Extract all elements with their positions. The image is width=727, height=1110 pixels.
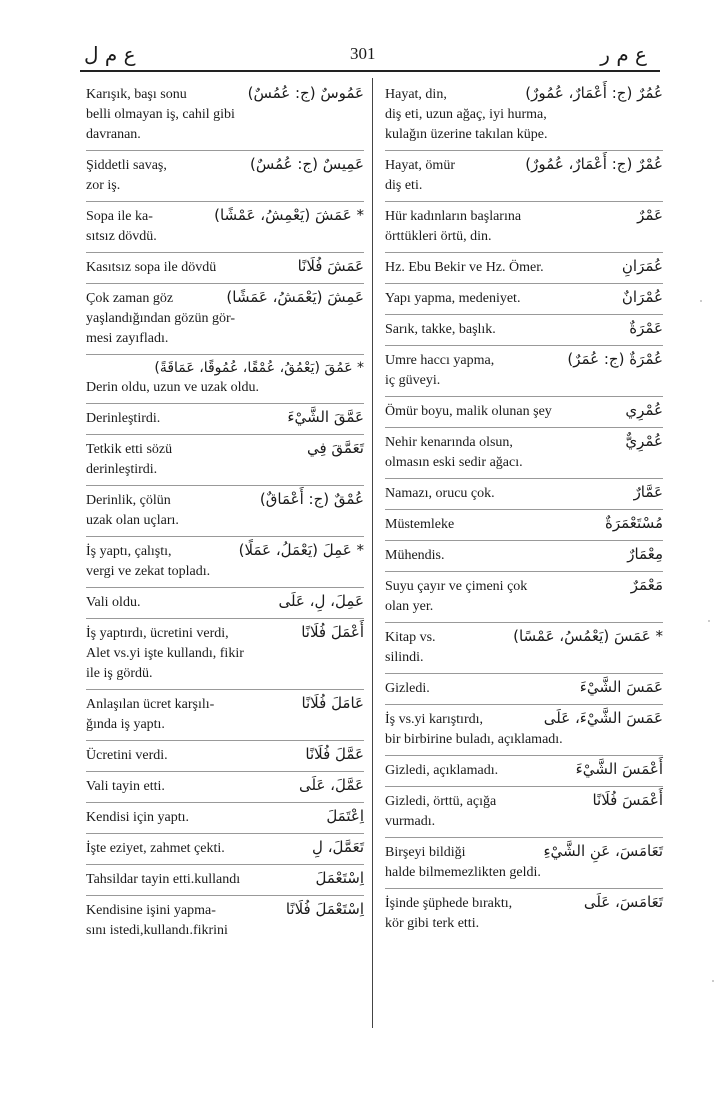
entry-definition-continued: olan yer. bbox=[385, 599, 434, 614]
entry-definition: Kendisine işini yapma- bbox=[86, 903, 216, 918]
entry-first-line bbox=[385, 575, 663, 597]
dictionary-entry bbox=[385, 705, 663, 756]
header-left-letters: ع م ل bbox=[84, 42, 136, 66]
entry-definition: Yapı yapma, medeniyet. bbox=[385, 291, 521, 306]
entry-definition: Ömür boyu, malik olunan şey bbox=[385, 404, 552, 419]
entry-definition-continued: ile iş gördü. bbox=[86, 666, 153, 681]
entry-arabic-headword: عَمَّقَ الشَّيْءَ bbox=[287, 408, 364, 426]
entry-first-line bbox=[86, 868, 364, 890]
column-divider bbox=[372, 78, 373, 1028]
entry-definition-continued: diş eti, uzun ağaç, iyi hurma, bbox=[385, 107, 547, 122]
entry-definition: İş yaptı, çalıştı, bbox=[86, 544, 172, 559]
entry-first-line bbox=[385, 892, 663, 914]
entry-definition-continued: bir birbirine buladı, açıklamadı. bbox=[385, 732, 563, 747]
dictionary-entry bbox=[385, 838, 663, 889]
entry-arabic-headword: * عَمَشَ (يَعْمِشُ، عَمْشًا) bbox=[214, 206, 364, 224]
entry-definition: Sopa ile ka- bbox=[86, 209, 153, 224]
entry-arabic-headword: عُمْرَةٌ (ج: عُمَرٌ) bbox=[567, 350, 663, 368]
left-column bbox=[86, 80, 364, 946]
dictionary-entry bbox=[86, 741, 364, 772]
entry-definition: Vali oldu. bbox=[86, 595, 141, 610]
dictionary-entry bbox=[385, 623, 663, 674]
header-rule bbox=[80, 70, 660, 72]
entry-first-line bbox=[385, 318, 663, 340]
dictionary-entry bbox=[385, 572, 663, 623]
entry-definition-continued: zor iş. bbox=[86, 178, 121, 193]
entry-arabic-headword: عَمُوسٌ (ج: عُمُسٌ) bbox=[247, 84, 364, 102]
dictionary-entry bbox=[86, 435, 364, 486]
dictionary-entry bbox=[86, 486, 364, 537]
entry-first-line bbox=[86, 154, 364, 176]
dictionary-entry bbox=[385, 315, 663, 346]
entry-first-line bbox=[86, 899, 364, 921]
entry-definition-continued: ğında iş yaptı. bbox=[86, 717, 165, 732]
dictionary-entry bbox=[86, 619, 364, 690]
entry-definition: Vali tayin etti. bbox=[86, 779, 165, 794]
entry-definition: Kitap vs. bbox=[385, 630, 436, 645]
entry-definition-continued: yaşlandığından gözün gör- bbox=[86, 311, 236, 326]
dictionary-entry bbox=[86, 834, 364, 865]
entry-definition: İş yaptırdı, ücretini verdi, bbox=[86, 626, 229, 641]
entry-arabic-headword: عَمِشَ (يَعْمَشُ، عَمَشًا) bbox=[226, 288, 364, 306]
entry-definition-continued: örttükleri örtü, din. bbox=[385, 229, 492, 244]
entry-arabic-headword: تَعَامَسَ، عَنِ الشَّيْءِ bbox=[543, 842, 663, 860]
dictionary-entry bbox=[86, 896, 364, 946]
entry-first-line bbox=[385, 677, 663, 699]
entry-arabic-headword: عَمَسَ الشَّيْءَ، عَلَى bbox=[543, 709, 663, 727]
entry-first-line bbox=[385, 513, 663, 535]
entry-definition: Gizledi. bbox=[385, 681, 430, 696]
scan-speck bbox=[708, 620, 710, 622]
entry-arabic-headword: عُمُرٌ (ج: أَعْمَارٌ، عُمُورٌ) bbox=[525, 84, 663, 102]
entry-first-line bbox=[86, 407, 364, 429]
entry-definition: Umre haccı yapma, bbox=[385, 353, 495, 368]
dictionary-entry bbox=[86, 803, 364, 834]
dictionary-entry bbox=[385, 889, 663, 939]
entry-first-line bbox=[86, 622, 364, 644]
entry-first-line bbox=[86, 540, 364, 562]
entry-arabic-headword: عَمَّلَ فُلَانًا bbox=[305, 745, 364, 763]
entry-arabic-headword: اِسْتَعْمَلَ فُلَانًا bbox=[285, 900, 364, 918]
entry-arabic-headword: عَمْرٌ bbox=[637, 206, 663, 224]
entry-first-line bbox=[86, 489, 364, 511]
dictionary-entry bbox=[86, 690, 364, 741]
entry-definition-continued: vurmadı. bbox=[385, 814, 436, 829]
entry-definition: Kasıtsız sopa ile dövdü bbox=[86, 260, 217, 275]
dictionary-entry bbox=[385, 397, 663, 428]
dictionary-entry bbox=[86, 253, 364, 284]
dictionary-entry bbox=[385, 541, 663, 572]
entry-definition: Anlaşılan ücret karşılı- bbox=[86, 697, 215, 712]
entry-arabic-headword: اِسْتَعْمَلَ bbox=[315, 869, 364, 887]
entry-first-line bbox=[86, 438, 364, 460]
entry-first-line bbox=[86, 806, 364, 828]
dictionary-entry bbox=[385, 346, 663, 397]
entry-definition-continued: davranan. bbox=[86, 127, 141, 142]
entry-definition: Ücretini verdi. bbox=[86, 748, 168, 763]
entry-arabic-headword: مِعْمَارٌ bbox=[627, 545, 663, 563]
entry-arabic-headword: عَمْرَةٌ bbox=[629, 319, 663, 337]
dictionary-entry bbox=[385, 284, 663, 315]
entry-arabic-headword: عَمَسَ الشَّيْءَ bbox=[579, 678, 663, 696]
entry-arabic-headword: عَمِلَ، لِ، عَلَى bbox=[278, 592, 364, 610]
dictionary-entry bbox=[86, 772, 364, 803]
header-right-letters: ع م ر bbox=[600, 42, 647, 66]
right-column bbox=[385, 80, 663, 939]
entry-first-line bbox=[385, 482, 663, 504]
dictionary-entry bbox=[385, 787, 663, 838]
entry-first-line bbox=[385, 431, 663, 453]
entry-definition-continued: vergi ve zekat topladı. bbox=[86, 564, 211, 579]
dictionary-entry bbox=[86, 588, 364, 619]
dictionary-entry bbox=[385, 756, 663, 787]
dictionary-entry bbox=[86, 202, 364, 253]
entry-arabic-headword: عَمَّلَ، عَلَى bbox=[298, 776, 364, 794]
entry-first-line bbox=[86, 256, 364, 278]
entry-first-line bbox=[385, 544, 663, 566]
entry-arabic-headword: اِعْتَمَلَ bbox=[326, 807, 364, 825]
entry-definition-continued: derinleştirdi. bbox=[86, 462, 158, 477]
entry-first-line bbox=[385, 83, 663, 105]
entry-arabic-headword: * عَمُقَ (يَعْمُقُ، عُمْقًا، عُمُوقًا، عَمَاقَةً) bbox=[154, 360, 364, 376]
entry-first-line bbox=[385, 154, 663, 176]
entry-arabic-headword: أَعْمَسَ فُلَانًا bbox=[592, 791, 663, 809]
entry-definition-continued: diş eti. bbox=[385, 178, 423, 193]
entry-arabic-headword: عُمْقٌ (ج: أَعْمَاقٌ) bbox=[259, 490, 364, 508]
entry-first-line bbox=[385, 708, 663, 730]
entry-arabic-headword: عُمْرِي bbox=[625, 401, 663, 419]
entry-first-line bbox=[86, 693, 364, 715]
entry-arabic-headword: أَعْمَلَ فُلَانًا bbox=[301, 623, 364, 641]
dictionary-entry bbox=[86, 355, 364, 404]
entry-definition: Hür kadınların başlarına bbox=[385, 209, 522, 224]
entry-first-line bbox=[385, 841, 663, 863]
entry-arabic-headword: عُمْرَانٌ bbox=[621, 288, 663, 306]
entry-definition: Çok zaman göz bbox=[86, 291, 174, 306]
entry-arabic-headword: أَعْمَسَ الشَّيْءَ bbox=[575, 760, 663, 778]
scan-speck bbox=[700, 300, 702, 302]
dictionary-entry bbox=[385, 428, 663, 479]
entry-first-line bbox=[86, 83, 364, 105]
entry-first-line bbox=[86, 205, 364, 227]
entry-definition: Kendisi için yaptı. bbox=[86, 810, 190, 825]
entry-first-line bbox=[385, 400, 663, 422]
entry-arabic-headword: تَعَمَّقَ فِي bbox=[306, 439, 364, 457]
entry-definition: Nehir kenarında olsun, bbox=[385, 435, 513, 450]
dictionary-entry bbox=[86, 284, 364, 355]
entry-arabic-headword: مُسْتَعْمَرَةٌ bbox=[605, 514, 663, 532]
entry-definition: Gizledi, örttü, açığa bbox=[385, 794, 497, 809]
entry-arabic-headword: عُمْرٌ (ج: أَعْمَارٌ، عُمُورٌ) bbox=[525, 155, 663, 173]
entry-arabic-headword: * عَمِلَ (يَعْمَلُ، عَمَلًا) bbox=[238, 541, 364, 559]
entry-first-line bbox=[86, 591, 364, 613]
dictionary-entry bbox=[86, 537, 364, 588]
page-number: 301 bbox=[350, 44, 376, 63]
entry-definition: Hayat, din, bbox=[385, 87, 447, 102]
entry-first-line bbox=[385, 287, 663, 309]
entry-definition-continued: mesi zayıfladı. bbox=[86, 331, 169, 346]
entry-arabic-headword: عُمْرِيٌّ bbox=[625, 432, 663, 450]
dictionary-entry bbox=[86, 80, 364, 151]
entry-definition-continued: belli olmayan iş, cahil gibi bbox=[86, 107, 235, 122]
dictionary-entry bbox=[385, 479, 663, 510]
entry-first-line bbox=[385, 626, 663, 648]
dictionary-entry bbox=[86, 865, 364, 896]
entry-definition-continued: olmasın eski sedir ağacı. bbox=[385, 455, 523, 470]
entry-definition-continued: sını istedi,kullandı.fikrini bbox=[86, 923, 228, 938]
entry-first-line bbox=[86, 775, 364, 797]
entry-first-line bbox=[385, 349, 663, 371]
entry-definition: Hz. Ebu Bekir ve Hz. Ömer. bbox=[385, 260, 544, 275]
dictionary-entry bbox=[86, 151, 364, 202]
scan-speck bbox=[712, 980, 714, 982]
entry-definition: Tetkik etti sözü bbox=[86, 442, 173, 457]
entry-definition: Derinlik, çölün bbox=[86, 493, 171, 508]
dictionary-entry bbox=[385, 510, 663, 541]
entry-definition-continued: silindi. bbox=[385, 650, 424, 665]
entry-first-line bbox=[385, 205, 663, 227]
dictionary-entry bbox=[385, 151, 663, 202]
entry-arabic-headword: تَعَامَسَ، عَلَى bbox=[583, 893, 663, 911]
entry-first-line bbox=[385, 256, 663, 278]
entry-first-line bbox=[86, 744, 364, 766]
entry-first-line bbox=[385, 790, 663, 812]
entry-first-line bbox=[86, 287, 364, 309]
entry-arabic-headword: عَمَّارٌ bbox=[633, 483, 663, 501]
entry-definition: İş vs.yi karıştırdı, bbox=[385, 712, 483, 727]
entry-definition: Namazı, orucu çok. bbox=[385, 486, 495, 501]
entry-definition-continued: Alet vs.yi işte kullandı, fikir bbox=[86, 646, 244, 661]
entry-definition: Birşeyi bildiği bbox=[385, 845, 466, 860]
entry-definition-continued: iç güveyi. bbox=[385, 373, 441, 388]
entry-definition: İşte eziyet, zahmet çekti. bbox=[86, 841, 225, 856]
dictionary-entry bbox=[385, 202, 663, 253]
entry-arabic-headword: تَعَمَّلَ، لِ bbox=[312, 838, 364, 856]
entry-arabic-headword: عُمَرَانِ bbox=[621, 257, 663, 275]
entry-definition-continued: kulağın üzerine takılan küpe. bbox=[385, 127, 548, 142]
entry-definition: Suyu çayır ve çimeni çok bbox=[385, 579, 528, 594]
entry-arabic-headword: عَمِيسٌ (ج: عُمُسٌ) bbox=[250, 155, 364, 173]
entry-arabic-headword: مَعْمَرٌ bbox=[630, 576, 663, 594]
entry-definition: Mühendis. bbox=[385, 548, 445, 563]
dictionary-entry bbox=[385, 80, 663, 151]
entry-definition: Karışık, başı sonu bbox=[86, 87, 187, 102]
entry-definition-continued: sıtsız dövdü. bbox=[86, 229, 157, 244]
entry-definition: Şiddetli savaş, bbox=[86, 158, 167, 173]
entry-first-line bbox=[385, 759, 663, 781]
entry-definition-continued: uzak olan uçları. bbox=[86, 513, 179, 528]
entry-definition: Derinleştirdi. bbox=[86, 411, 161, 426]
entry-definition-continued: halde bilmemezlikten geldi. bbox=[385, 865, 541, 880]
entry-definition: Hayat, ömür bbox=[385, 158, 455, 173]
entry-definition: Sarık, takke, başlık. bbox=[385, 322, 496, 337]
entry-definition: Derin oldu, uzun ve uzak oldu. bbox=[86, 380, 260, 395]
dictionary-entry bbox=[86, 404, 364, 435]
dictionary-entry bbox=[385, 253, 663, 284]
entry-definition: Müstemleke bbox=[385, 517, 455, 532]
entry-definition: Tahsildar tayin etti.kullandı bbox=[86, 872, 241, 887]
entry-first-line bbox=[86, 837, 364, 859]
entry-definition: İşinde şüphede bıraktı, bbox=[385, 896, 513, 911]
entry-definition-continued: kör gibi terk etti. bbox=[385, 916, 480, 931]
entry-arabic-headword: * عَمَسَ (يَعْمُسُ، عَمْسًا) bbox=[513, 627, 663, 645]
entry-arabic-headword: عَامَلَ فُلَانًا bbox=[301, 694, 364, 712]
dictionary-entry bbox=[385, 674, 663, 705]
entry-definition: Gizledi, açıklamadı. bbox=[385, 763, 499, 778]
entry-arabic-headword: عَمَشَ فُلَانًا bbox=[297, 257, 364, 275]
